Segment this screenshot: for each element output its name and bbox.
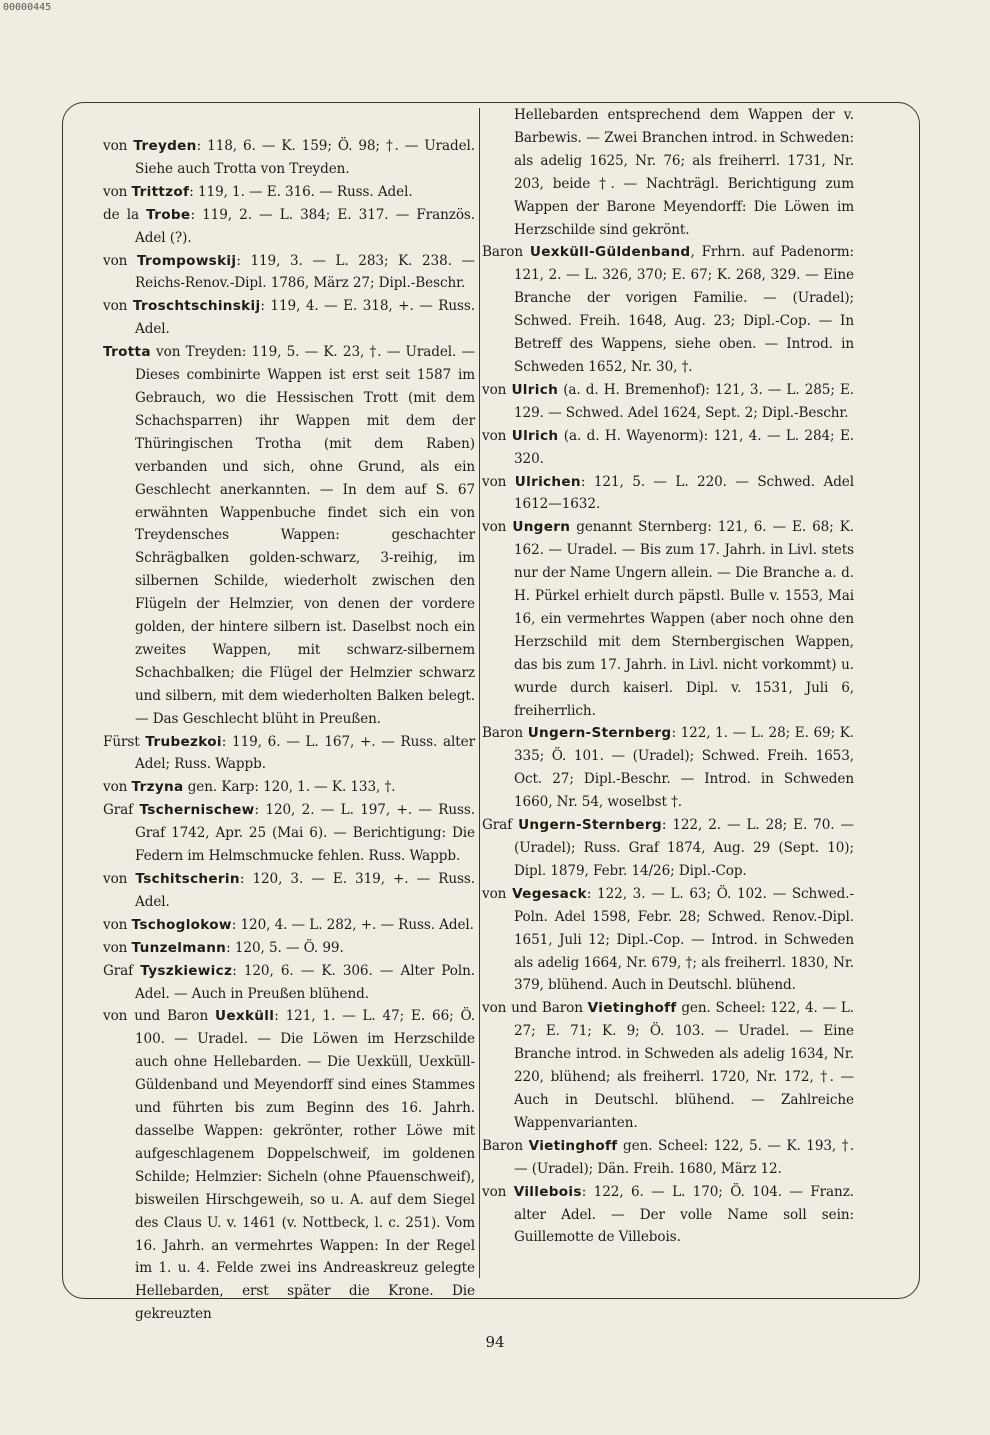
entry-text: : 121, 1. — L. 47; E. 66; Ö. 100. — Uradel. — Die Löwen im Herzschilde auch ohne Hellebarden. — Die Uexküll, Uexküll-Güldenband und Meyendorff sind eines Stammes und führten bis zum Beginn des 16. Jahrh. dasselbe Wappen: gekrönter, rother Löwe mit aufgeschlagenem Doppelschweif, im goldenen Schilde; Helmzier: Sicheln (ohne Pfauenschweif), bisweilen Hirschgeweih, so u. A. auf dem Siegel des Claus U. v. 1461 (v. Nottbeck, l. c. 251). Vom 16. Jahrh. an vermehrtes Wappen: In der Regel im 1. u. 4. Felde zwei ins Andreaskreuz gelegte Hellebarden, erst später die Krone. Die gekreuzten: [135, 1008, 475, 1323]
entry-text: : 120, 5. — Ö. 99.: [226, 939, 344, 956]
entry: [103, 341, 475, 730]
entry-text: , Frhrn. auf Padenorm: 121, 2. — L. 326, 370; E. 67; K. 268, 329. — Eine Branche der vorigen Familie. — (Uradel); Schwed. Freih. 1648, Aug. 23; Dipl.-Cop. — In Betreff des Wappens, siehe oben. — Introd. in Schweden 1652, Nr. 30, †.: [514, 244, 854, 375]
entry: [103, 295, 475, 341]
entry-prefix: Baron: [482, 1137, 529, 1154]
entry-prefix: von: [103, 298, 133, 315]
entry-prefix: von: [482, 1183, 514, 1200]
entry-text: : 122, 1. — L. 28; E. 69; K. 335; Ö. 101. — (Uradel); Schwed. Freih. 1653, Oct. 27; Dipl.-Beschr. — Introd. in Schweden 1660, Nr. 54, woselbst †.: [514, 725, 854, 811]
entry-text: gen. Scheel: 122, 5. — K. 193, †. — (Uradel); Dän. Freih. 1680, März 12.: [514, 1137, 854, 1177]
entry-text: (a. d. H. Wayenorm): 121, 4. — L. 284; E. 320.: [514, 427, 854, 467]
column-divider: [479, 108, 480, 1278]
entry: [482, 883, 854, 998]
entry-prefix: von: [482, 427, 512, 444]
entry: [482, 722, 854, 814]
entry-text: gen. Karp: 120, 1. — K. 133, †.: [183, 779, 396, 796]
entry-headword: Tyszkiewicz: [140, 962, 233, 979]
entry-text: : 122, 6. — L. 170; Ö. 104. — Franz. alter Adel. — Der volle Name soll sein: Guillemotte de Villebois.: [514, 1183, 854, 1246]
entry-headword: Trotta: [103, 344, 151, 361]
entry-prefix: von und Baron: [482, 1000, 588, 1017]
entry-headword: Tunzelmann: [131, 939, 227, 956]
entry-headword: Uexküll: [215, 1008, 275, 1025]
right-column: [482, 104, 854, 1249]
entry: [103, 731, 475, 777]
entry-headword: Ulrichen: [514, 473, 581, 490]
entry: [103, 204, 475, 250]
entry-headword: Ungern: [512, 519, 571, 536]
entry-text: : 120, 6. — K. 306. — Alter Poln. Adel. — Auch in Preußen blühend.: [135, 962, 475, 1002]
entry-prefix: de la: [103, 206, 147, 223]
entry-prefix: von: [482, 381, 512, 398]
entry-prefix: von: [482, 519, 513, 536]
entry-headword: Uexküll-Güldenband: [529, 244, 691, 261]
entry-prefix: von: [103, 939, 132, 956]
entry-prefix: Fürst: [103, 733, 146, 750]
entry: [482, 1181, 854, 1250]
entry-text: (a. d. H. Bremenhof): 121, 3. — L. 285; E. 129. — Schwed. Adel 1624, Sept. 2; Dipl.-Beschr.: [514, 381, 854, 421]
entry-headword: Ulrich: [511, 427, 559, 444]
entry: [482, 516, 854, 722]
entry-text: : 122, 2. — L. 28; E. 70. — (Uradel); Russ. Graf 1874, Aug. 29 (Sept. 10); Dipl. 1879, Febr. 14/26; Dipl.-Cop.: [514, 817, 854, 879]
entry-headword: Vietinghoff: [528, 1137, 618, 1154]
entry-prefix: von: [482, 473, 515, 490]
entry: [103, 776, 475, 799]
entry-prefix: von: [103, 138, 134, 154]
entry: [482, 1135, 854, 1181]
entry: [103, 937, 475, 960]
entry: [103, 250, 475, 296]
entry: [482, 104, 854, 241]
entry-headword: Vietinghoff: [587, 1000, 677, 1017]
entry: [482, 814, 854, 883]
entry-prefix: von: [103, 252, 137, 269]
entry-text: : 119, 3. — L. 283; K. 238. — Reichs-Renov.-Dipl. 1786, März 27; Dipl.-Beschr.: [135, 252, 475, 292]
entry-text: : 118, 6. — K. 159; Ö. 98; †. — Uradel. Siehe auch Trotta von Treyden.: [135, 138, 475, 177]
entry-prefix: von: [103, 183, 132, 200]
entry-headword: Ungern-Sternberg: [527, 725, 672, 742]
left-column: [103, 135, 475, 1326]
entry: [103, 1005, 475, 1326]
entry: [482, 997, 854, 1134]
entry-headword: Troschtschinskij: [132, 298, 261, 315]
entry-headword: Trubezkoi: [145, 733, 222, 750]
entry-headword: Tschernischew: [139, 802, 255, 819]
page-id: 00000445: [3, 2, 52, 13]
entry-prefix: von: [103, 871, 136, 887]
entry-text: : 119, 6. — L. 167, +. — Russ. alter Adel; Russ. Wappb.: [135, 733, 475, 773]
entry-headword: Ulrich: [511, 381, 559, 398]
entry: [103, 799, 475, 868]
entry-headword: Tschitscherin: [135, 871, 240, 887]
entry-prefix: von und Baron: [103, 1008, 216, 1025]
entry-text: : 120, 3. — E. 319, +. — Russ. Adel.: [135, 871, 475, 910]
entry: [103, 135, 475, 181]
entry-headword: Treyden: [133, 138, 197, 154]
entry-headword: Trompowskij: [136, 252, 237, 269]
entry-prefix: Baron: [482, 244, 530, 261]
entry-prefix: Baron: [482, 725, 528, 742]
entry: [482, 241, 854, 378]
entry: [103, 960, 475, 1006]
entry: [482, 379, 854, 425]
page-number: 94: [485, 1333, 505, 1351]
entry: [482, 425, 854, 471]
entry-headword: Trittzof: [131, 183, 190, 200]
entry-headword: Ungern-Sternberg: [518, 817, 662, 834]
entry-headword: Tschoglokow: [131, 916, 232, 933]
entry-text: : 121, 5. — L. 220. — Schwed. Adel 1612—1632.: [514, 473, 854, 513]
entry-text: Hellebarden entsprechend dem Wappen der v. Barbewis. — Zwei Branchen introd. in Schweden: als adelig 1625, Nr. 76; als freiherrl. 1731, Nr. 203, beide †. — Nachträgl. Berichtigung zum Wappen der Barone Meyendorff: Die Löwen im Herzschilde sind gekrönt.: [514, 107, 854, 238]
entry-prefix: Graf: [103, 962, 141, 979]
entry-headword: Vegesack: [512, 885, 587, 902]
entry-text: : 120, 4. — L. 282, +. — Russ. Adel.: [231, 916, 474, 933]
entry-headword: Trobe: [146, 206, 191, 223]
entry-prefix: von: [103, 916, 132, 933]
entry: [103, 181, 475, 204]
entry-text: : 119, 2. — L. 384; E. 317. — Französ. Adel (?).: [135, 206, 475, 246]
entry-text: genannt Sternberg: 121, 6. — E. 68; K. 162. — Uradel. — Bis zum 17. Jahrh. in Livl. stets nur der Name Ungern allein. — Die Branche a. d. H. Pürkel erhielt durch päpstl. Bulle v. 1553, Mai 16, ein vermehrtes Wappen (aber noch ohne den Herzschild mit dem Sternbergischen Wappen, das bis zum 17. Jahrh. in Livl. nicht vorkommt) u. wurde durch kaiserl. Dipl. v. 1531, Juli 6, freiherrlich.: [514, 519, 854, 719]
entry-text: : 122, 3. — L. 63; Ö. 102. — Schwed.-Poln. Adel 1598, Febr. 28; Schwed. Renov.-Dipl. 1651, Juli 12; Dipl.-Cop. — Introd. in Schweden als adelig 1664, Nr. 679, †; als freiherrl. 1830, Nr. 379, blühend. Auch in Deutschl. blühend.: [514, 885, 854, 994]
entry-text: : 119, 1. — E. 316. — Russ. Adel.: [189, 183, 413, 200]
entry: [482, 471, 854, 517]
entry-text: von Treyden: 119, 5. — K. 23, †. — Uradel. — Dieses combinirte Wappen ist erst seit 1587 im Gebrauch, wo die Hessischen Trott (mit dem Schachsparren) ihr Wappen mit dem der Thüringischen Trotha (mit dem Raben) verbanden und sich, ohne Grund, als ein Geschlecht anerkannten. — In dem auf S. 67 erwähnten Wappenbuche findet sich ein von Treydensches Wappen: geschachter Schrägbalken golden-schwarz, 3-reihig, im silbernen Schilde, wiederholt zwischen den Flügeln der Helmzier, von denen der vordere golden, der hintere silbern ist. Daselbst noch ein zweites Wappen, mit schwarz-silbernem Schachbalken; die Flügel der Helmzier schwarz und silbern, mit dem wiederholten Balken belegt. — Das Geschlecht blüht in Preußen.: [135, 344, 475, 727]
entry-headword: Trzyna: [131, 779, 184, 796]
entry-text: : 119, 4. — E. 318, +. — Russ. Adel.: [135, 298, 475, 338]
entry-prefix: von: [103, 779, 132, 796]
entry-text: gen. Scheel: 122, 4. — L. 27; E. 71; K. 9; Ö. 103. — Uradel. — Eine Branche introd. in Schweden als adelig 1634, Nr. 220, blühend; als freiherrl. 1720, Nr. 172, †. — Auch in Deutschl. blühend. — Zahlreiche Wappenvarianten.: [514, 1000, 854, 1131]
entry-prefix: Graf: [103, 802, 140, 819]
entry: [103, 868, 475, 914]
entry: [103, 914, 475, 937]
entry-text: : 120, 2. — L. 197, +. — Russ. Graf 1742, Apr. 25 (Mai 6). — Berichtigung: Die Federn im Helmschmucke fehlen. Russ. Wappb.: [135, 802, 475, 865]
entry-prefix: von: [482, 885, 513, 902]
entry-prefix: Graf: [482, 817, 519, 834]
entry-headword: Villebois: [513, 1183, 582, 1200]
